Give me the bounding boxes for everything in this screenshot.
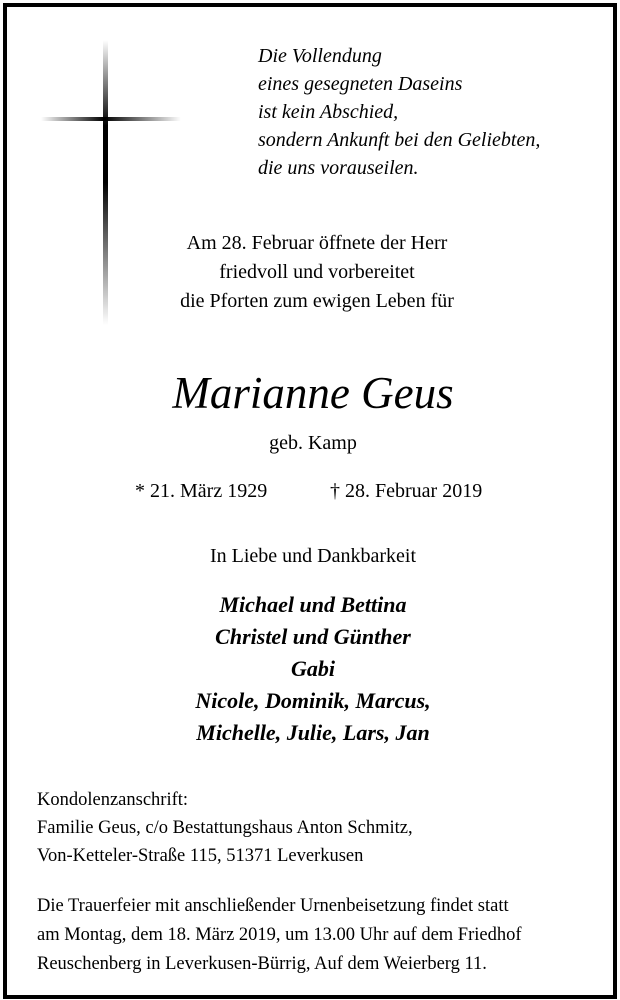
announcement-line: friedvoll und vorbereitet [219,261,415,283]
funeral-info [37,892,522,979]
mourner-line: Michelle, Julie, Lars, Jan [196,720,430,745]
poem-line: Die Vollendung [258,45,382,67]
obituary-frame [3,3,617,999]
announcement [107,229,527,316]
condolence-line: Von-Ketteler-Straße 115, 51371 Leverkusen [37,846,364,866]
deceased-name: Marianne Geus [172,368,454,418]
mourners-list [7,589,619,749]
condolence-address [37,786,413,870]
mourner-line: Nicole, Dominik, Marcus, [195,688,431,713]
announcement-line: die Pforten zum ewigen Leben für [180,290,454,312]
announcement-line: Am 28. Februar öffnete der Herr [186,232,448,254]
funeral-line: am Montag, dem 18. März 2019, um 13.00 Uhr auf dem Friedhof [37,925,522,945]
mourner-line: Gabi [291,656,335,681]
poem-line: ist kein Abschied, [258,101,399,123]
mourners-intro: In Liebe und Dankbarkeit [209,545,417,567]
condolence-line: Familie Geus, c/o Bestattungshaus Anton Schmitz, [37,818,413,838]
birth-name: geb. Kamp [269,432,357,454]
funeral-line: Die Trauerfeier mit anschließender Urnenbeisetzung findet statt [37,896,509,916]
poem-line: eines gesegneten Daseins [258,73,463,95]
poem-line: die uns vorauseilen. [258,157,419,179]
mourner-line: Michael und Bettina [219,592,407,617]
funeral-line: Reuschenberg in Leverkusen-Bürrig, Auf dem Weierberg 11. [37,954,487,974]
condolence-line: Kondolenzanschrift: [37,790,189,810]
birth-date: * 21. März 1929 [135,480,268,502]
poem-line: sondern Ankunft bei den Geliebten, [258,129,541,151]
poem [258,42,540,182]
mourner-line: Christel und Günther [215,624,411,649]
death-date: † 28. Februar 2019 [330,480,483,502]
